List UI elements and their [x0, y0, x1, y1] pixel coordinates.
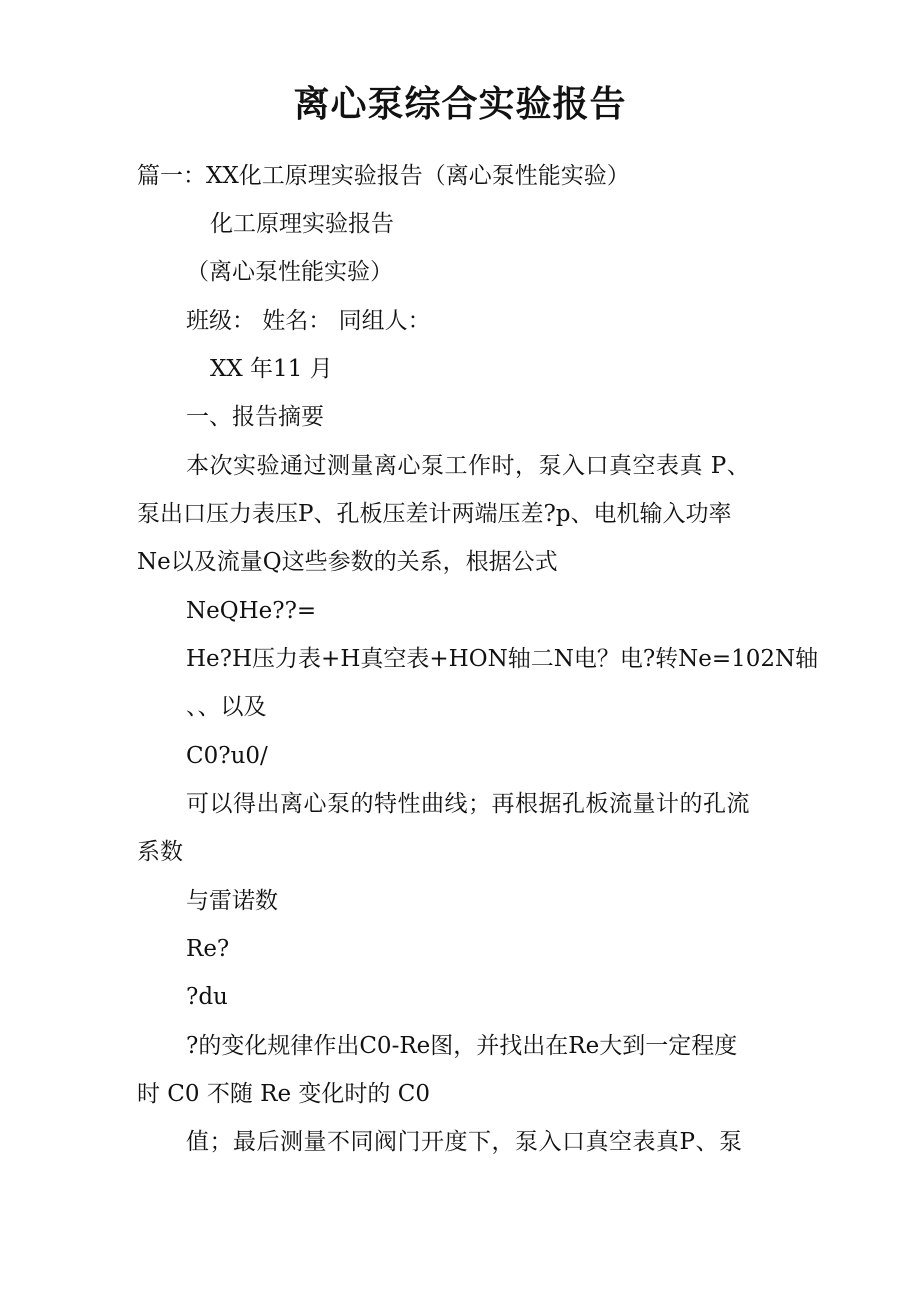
- formula-line: Re?: [186, 936, 230, 962]
- formula-line: ?du: [186, 984, 228, 1010]
- section-heading: 篇一：XX化工原理实验报告（离心泵性能实验）: [137, 163, 630, 189]
- report-date: XX 年11 月: [210, 356, 333, 382]
- abstract-heading: 一、报告摘要: [186, 404, 324, 430]
- body-paragraph-line: 可以得出离心泵的特性曲线；再根据孔板流量计的孔流: [186, 791, 750, 817]
- report-info-fields: 班级： 姓名： 同组人：: [186, 308, 431, 334]
- formula-line: C0?u0/: [186, 743, 268, 769]
- body-paragraph-line: 、、以及: [186, 694, 267, 720]
- report-experiment-name: （离心泵性能实验）: [186, 259, 393, 285]
- body-paragraph-line: 与雷诺数: [186, 888, 278, 914]
- body-paragraph-line: ?的变化规律作出C0-Re图，并找出在Re大到一定程度: [186, 1033, 738, 1059]
- formula-line: NeQHe??=: [186, 598, 317, 624]
- report-subtitle: 化工原理实验报告: [210, 211, 394, 237]
- body-paragraph-line: 系数: [137, 839, 183, 865]
- body-paragraph-line: 泵出口压力表压P、孔板压差计两端压差?p、电机输入功率: [137, 501, 732, 527]
- body-paragraph-line: 时 C0 不随 Re 变化时的 C0: [137, 1081, 430, 1107]
- formula-line: He?H压力表+H真空表+HON轴二N电？电?转Ne=102N轴: [186, 646, 819, 672]
- document-title: 离心泵综合实验报告: [293, 83, 627, 125]
- body-paragraph-line: 值；最后测量不同阀门开度下，泵入口真空表真P、泵: [186, 1129, 743, 1155]
- body-paragraph-line: Ne以及流量Q这些参数的关系，根据公式: [137, 549, 558, 575]
- body-paragraph-line: 本次实验通过测量离心泵工作时，泵入口真空表真 P、: [186, 453, 751, 479]
